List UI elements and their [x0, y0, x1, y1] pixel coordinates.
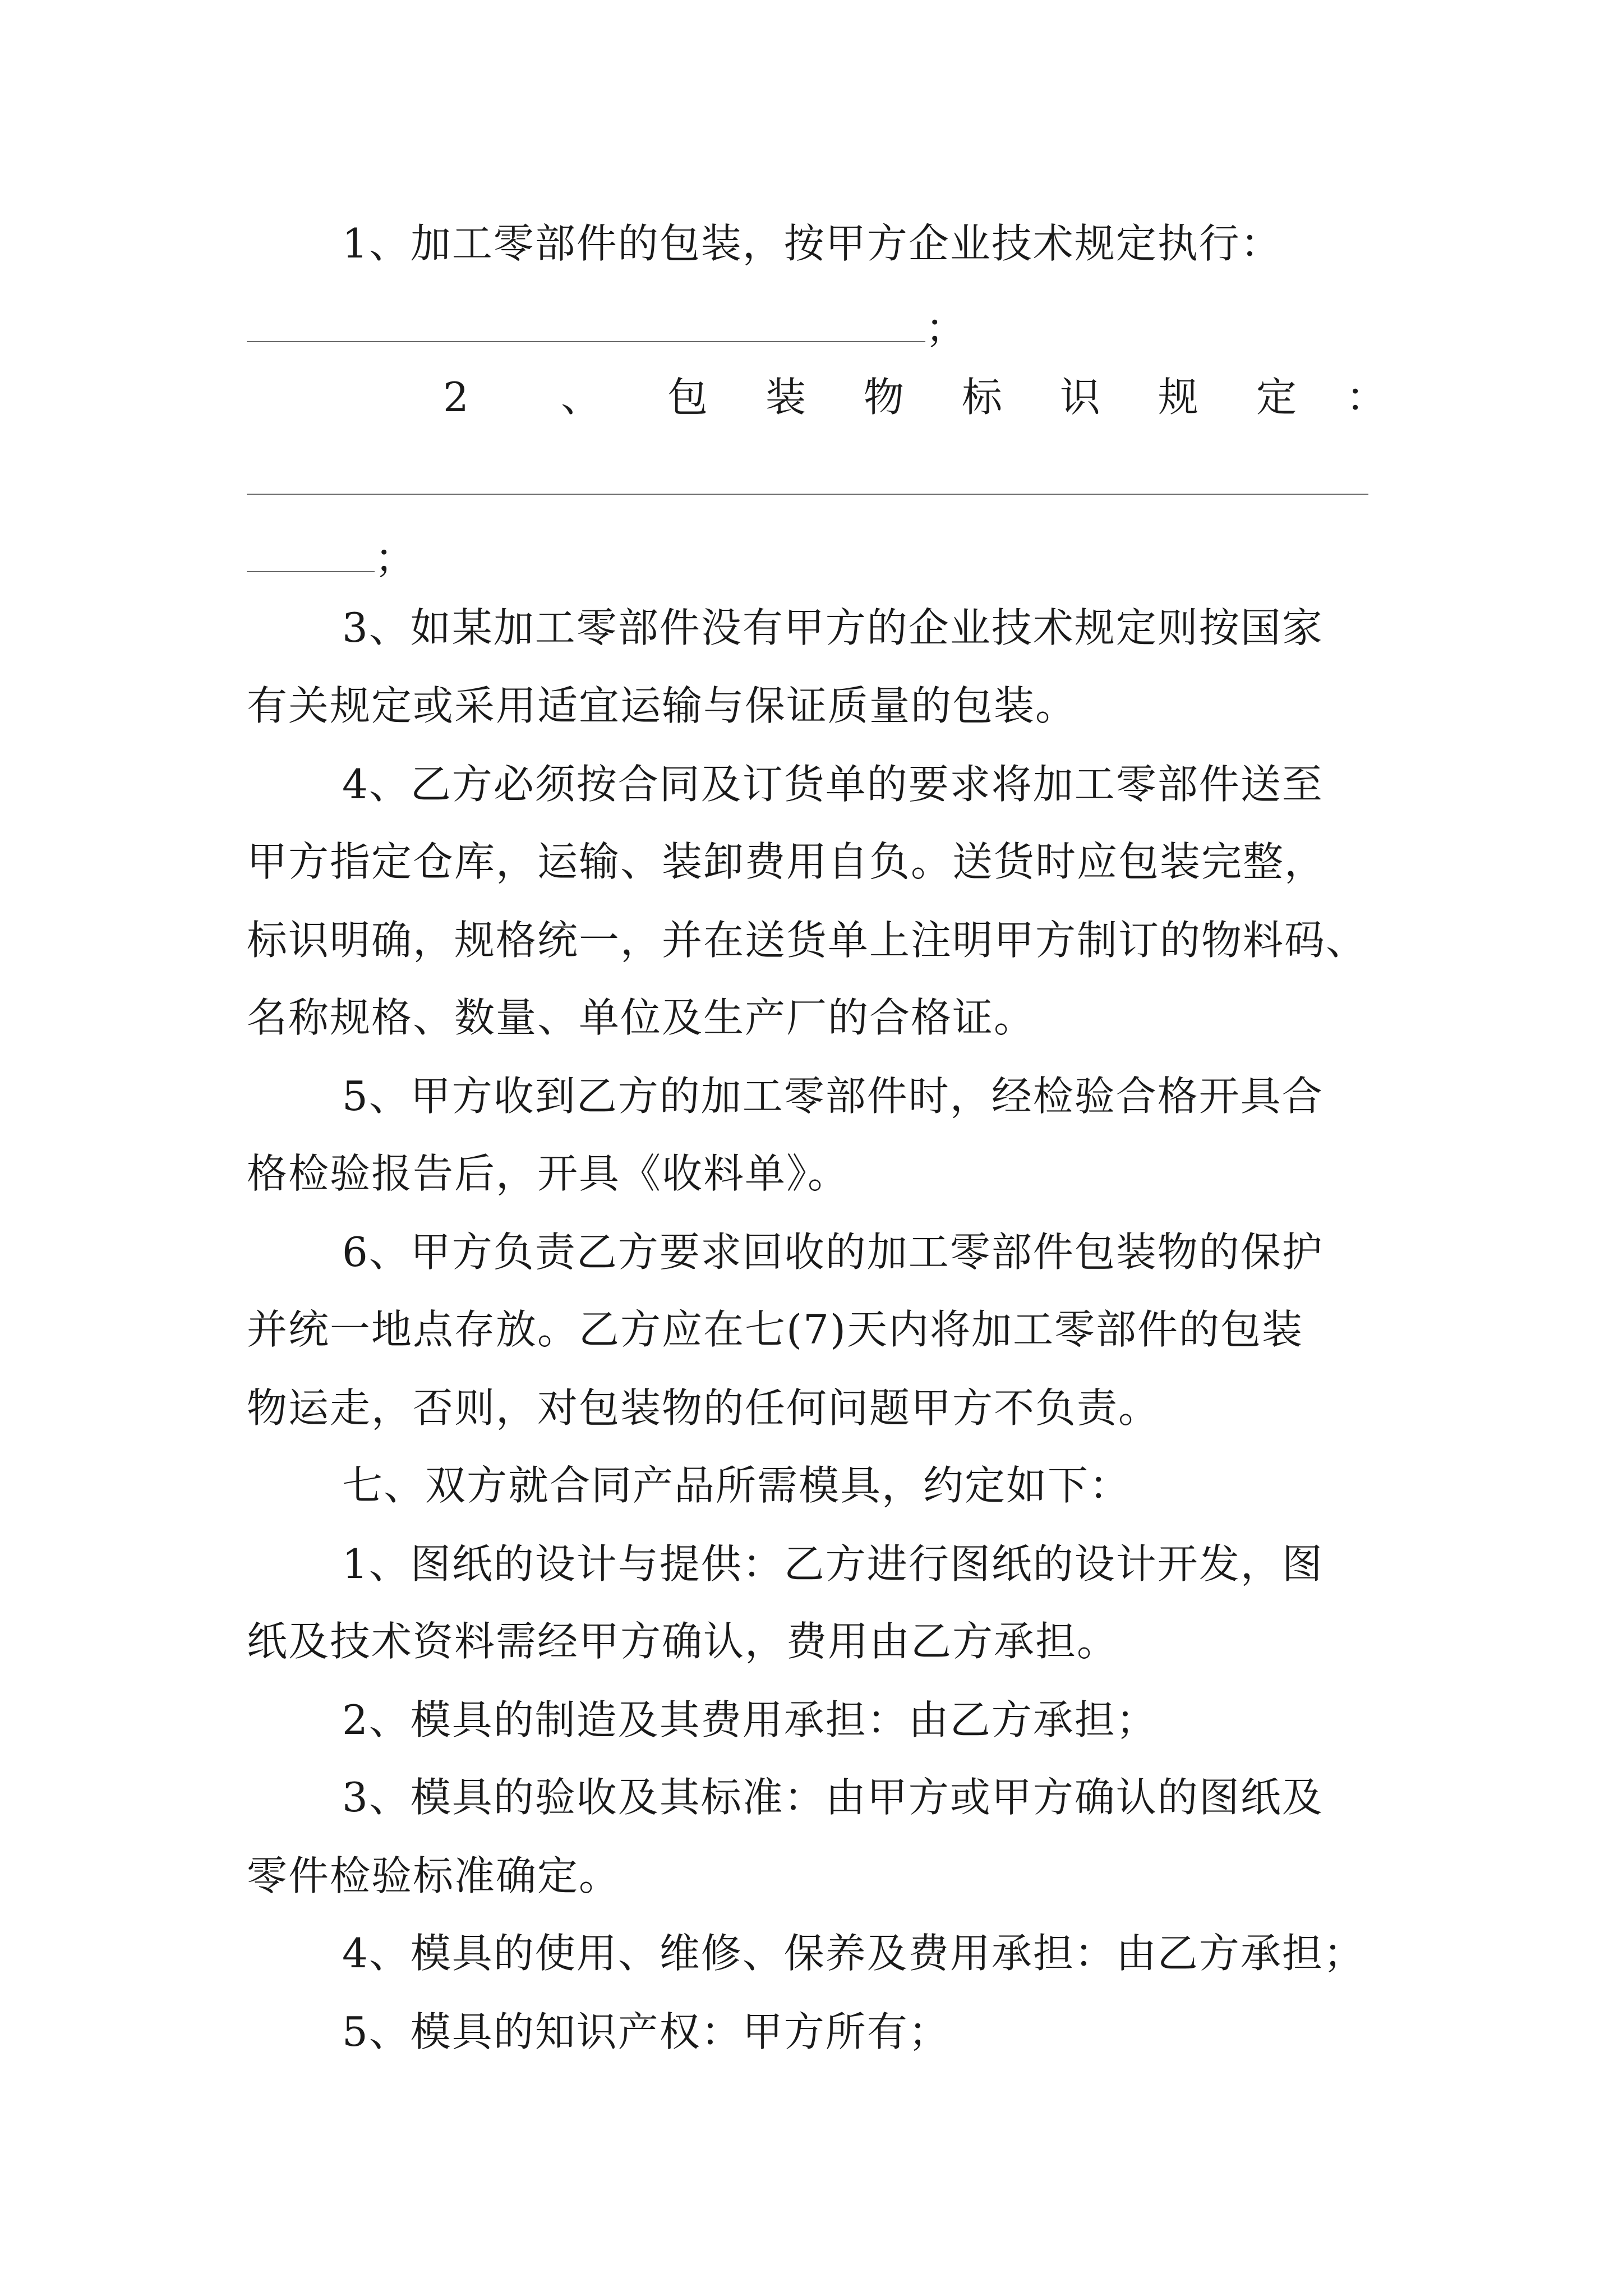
paragraph-text: 有关规定或采用适宜运输与保证质量的包装。 [247, 682, 1077, 729]
paragraph-text: 5、甲方收到乙方的加工零部件时，经检验合格开具合 [342, 1073, 1324, 1120]
clause-2-char: 定 [1256, 374, 1297, 421]
mold-clause-4 [342, 1930, 1365, 1977]
packaging-clause-1 [342, 220, 1282, 267]
delivery-clause-4-line-2 [247, 838, 1326, 885]
paragraph-text: 1、图纸的设计与提供：乙方进行图纸的设计开发，图 [342, 1540, 1324, 1588]
paragraph-text: 4、乙方必须按合同及订货单的要求将加工零部件送至 [342, 761, 1324, 808]
paragraph-text: 3、如某加工零部件没有甲方的企业技术规定则按国家 [342, 604, 1324, 651]
fill-in-blank[interactable] [247, 460, 1368, 495]
packaging-clause-1-text: 1、加工零部件的包装，按甲方企业技术规定执行： [342, 220, 1282, 267]
paragraph-text: 甲方指定仓库，运输、装卸费用自负。送货时应包装完整， [247, 838, 1326, 885]
packaging-clause-2-blank-line-2 [247, 535, 417, 582]
clause-2-char: 装 [766, 374, 806, 421]
fill-in-blank[interactable] [247, 537, 375, 572]
semicolon: ； [925, 305, 967, 352]
packaging-clause-2-blank-line-1 [247, 460, 1368, 501]
clause-2-char: ： [1346, 374, 1387, 421]
mold-clause-1-line-2 [247, 1618, 1119, 1665]
paragraph-text: 6、甲方负责乙方要求回收的加工零部件包装物的保护 [342, 1228, 1324, 1276]
recycle-clause-6-line-1 [342, 1228, 1324, 1276]
recycle-clause-6-line-2 [247, 1306, 1303, 1353]
packaging-clause-3-line-1 [342, 604, 1324, 651]
section-heading-text: 七、双方就合同产品所需模具，约定如下： [342, 1462, 1131, 1509]
paragraph-text: 名称规格、数量、单位及生产厂的合格证。 [247, 994, 1036, 1041]
packaging-clause-3-line-2 [247, 682, 1077, 729]
recycle-clause-6-line-3 [247, 1384, 1160, 1432]
mold-clause-1-line-1 [342, 1540, 1324, 1588]
paragraph-text: 4、模具的使用、维修、保养及费用承担：由乙方承担； [342, 1930, 1365, 1977]
semicolon: ； [375, 535, 417, 582]
receipt-clause-5-line-1 [342, 1073, 1324, 1120]
delivery-clause-4-line-1 [342, 761, 1324, 808]
mold-clause-5 [342, 2008, 950, 2055]
paragraph-text: 2、模具的制造及其费用承担：由乙方承担； [342, 1696, 1158, 1743]
paragraph-text: 物运走，否则，对包装物的任何问题甲方不负责。 [247, 1384, 1160, 1432]
paragraph-text: 3、模具的验收及其标准：由甲方或甲方确认的图纸及 [342, 1774, 1324, 1821]
paragraph-text: 标识明确，规格统一，并在送货单上注明甲方制订的物料码、 [247, 917, 1368, 964]
receipt-clause-5-line-2 [247, 1150, 850, 1197]
paragraph-text: 格检验报告后，开具《收料单》。 [247, 1150, 850, 1197]
section-7-heading [342, 1462, 1131, 1509]
paragraph-text: 纸及技术资料需经甲方确认，费用由乙方承担。 [247, 1618, 1119, 1665]
clause-2-char: 包 [667, 374, 708, 421]
clause-2-char: 物 [864, 374, 905, 421]
clause-2-char: 标 [962, 374, 1003, 421]
paragraph-text: 并统一地点存放。乙方应在七(7)天内将加工零部件的包装 [247, 1306, 1303, 1353]
fill-in-blank[interactable] [247, 307, 925, 342]
paragraph-text: 零件检验标准确定。 [247, 1852, 621, 1899]
clause-2-char: 、 [561, 374, 602, 421]
mold-clause-2 [342, 1696, 1158, 1743]
delivery-clause-4-line-4 [247, 994, 1036, 1041]
delivery-clause-4-line-3 [247, 917, 1368, 964]
packaging-clause-1-blank-line [247, 305, 967, 352]
mold-clause-3-line-1 [342, 1774, 1324, 1821]
paragraph-text: 5、模具的知识产权：甲方所有； [342, 2008, 950, 2055]
clause-2-char: 规 [1158, 374, 1199, 421]
clause-2-char: 2 [443, 374, 469, 421]
clause-2-char: 识 [1060, 374, 1101, 421]
mold-clause-3-line-2 [247, 1852, 621, 1899]
